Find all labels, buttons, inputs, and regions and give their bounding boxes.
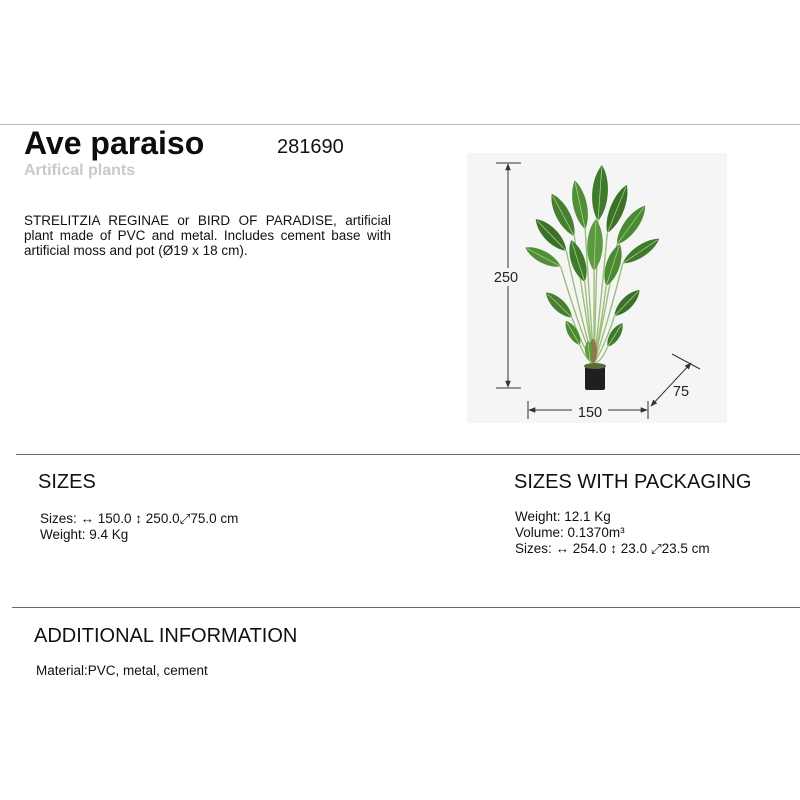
plant-leaf xyxy=(542,288,576,321)
product-photo xyxy=(467,153,727,423)
plant-leaf xyxy=(562,318,584,347)
plant-leaf xyxy=(590,165,609,222)
height-label: 250 xyxy=(493,270,519,286)
height-dimension xyxy=(489,163,523,388)
additional-info-details xyxy=(36,663,208,679)
section-divider-additional xyxy=(12,607,800,608)
depth-tick-top xyxy=(672,354,700,369)
sizes-dimensions: Sizes: ↔ 150.0 ↕ 250.0⤢75.0 cm xyxy=(40,511,239,526)
width-label: 150 xyxy=(577,405,603,421)
sizes-heading: SIZES xyxy=(38,471,96,493)
sizes-details xyxy=(40,511,238,543)
plant-leaf xyxy=(586,219,603,272)
material-line: Material:PVC, metal, cement xyxy=(36,663,208,678)
packaging-heading: SIZES WITH PACKAGING xyxy=(514,471,752,493)
product-code: 281690 xyxy=(277,136,344,158)
width-dimension xyxy=(528,401,648,421)
product-description: STRELITZIA REGINAE or BIRD OF PARADISE, artificial plant made of PVC and metal. Includes cement base with artificial moss and pot (Ø19 x 18 cm). xyxy=(24,213,391,258)
plant-illustration xyxy=(523,165,663,390)
packaging-weight: Weight: 12.1 Kg xyxy=(515,509,611,524)
additional-info-heading: ADDITIONAL INFORMATION xyxy=(34,625,298,647)
packaging-volume: Volume: 0.1370m³ xyxy=(515,525,625,540)
product-photo-drawing xyxy=(467,153,727,423)
plant-leaf xyxy=(603,321,626,350)
product-category: Artifical plants xyxy=(24,162,136,179)
packaging-dimensions: Sizes: ↔ 254.0 ↕ 23.0 ⤢23.5 cm xyxy=(515,541,710,556)
product-title: Ave paraiso xyxy=(24,125,205,161)
packaging-details xyxy=(515,509,710,557)
section-divider-sizes xyxy=(16,454,800,455)
pot-moss xyxy=(584,363,606,369)
depth-label: 75 xyxy=(672,384,690,400)
sizes-weight: Weight: 9.4 Kg xyxy=(40,527,129,542)
depth-dimension xyxy=(651,354,700,406)
plant-leaves xyxy=(523,165,663,362)
